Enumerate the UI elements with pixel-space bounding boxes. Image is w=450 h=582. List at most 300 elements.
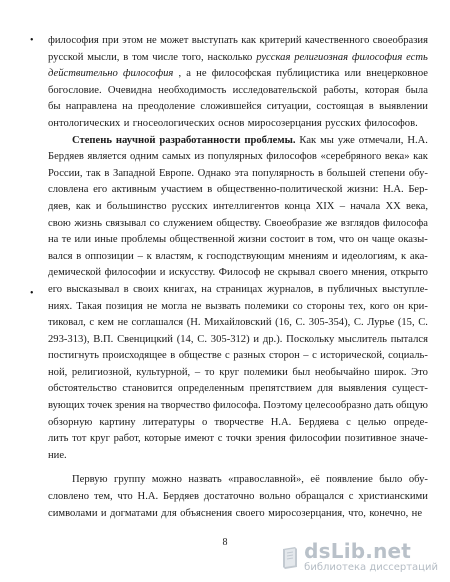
word: было	[379, 474, 403, 486]
word: русской	[48, 51, 84, 63]
word: работы,	[323, 84, 359, 96]
text-line	[48, 216, 428, 233]
word: обстоятельство	[48, 383, 117, 395]
word: вался	[48, 250, 73, 262]
word: (15,	[397, 317, 415, 329]
word: как	[241, 35, 257, 46]
word: жизни:	[347, 184, 379, 196]
text-line	[48, 199, 428, 216]
word: необычайно	[314, 366, 370, 378]
word: гносеологических	[132, 117, 215, 129]
text-line	[48, 448, 428, 465]
word: популярность	[252, 167, 315, 179]
word: при	[102, 35, 119, 46]
word: с	[346, 416, 351, 428]
word: Михайловский	[204, 317, 272, 329]
text-line	[48, 365, 428, 382]
word: так	[86, 167, 101, 179]
word: Бердяева	[298, 416, 339, 428]
word: XIX	[315, 200, 335, 212]
word: Первую	[72, 474, 108, 486]
word: то	[204, 366, 215, 378]
text-line	[48, 381, 428, 398]
word: точек	[87, 400, 113, 412]
word: не	[196, 68, 207, 80]
word: была	[405, 84, 428, 96]
word: литературы	[142, 416, 195, 428]
word: в	[207, 184, 213, 196]
text-line	[48, 472, 428, 489]
word: для	[317, 383, 334, 395]
word: высказывал	[66, 283, 120, 295]
word: словлена	[48, 184, 89, 196]
word: вующих	[48, 400, 85, 412]
text-line	[48, 398, 428, 415]
word: обществе	[178, 350, 222, 362]
text-line	[48, 489, 428, 506]
word: философов.	[364, 117, 418, 129]
word: с	[348, 491, 354, 503]
word: на	[147, 400, 159, 412]
word: большинство	[106, 200, 167, 212]
word: препятствием	[249, 383, 312, 395]
margin-bullet: •	[30, 35, 34, 46]
word: Поэтому	[263, 400, 303, 412]
word: Такая	[76, 300, 102, 312]
word: Западной	[113, 167, 156, 179]
word: есть	[406, 51, 428, 63]
word: чаще	[371, 234, 395, 246]
word: лить	[48, 433, 69, 445]
word: миросозерцания,	[268, 507, 345, 519]
word: с	[312, 350, 317, 362]
word: не	[117, 317, 128, 329]
word: Как	[299, 134, 317, 146]
word: как	[75, 200, 91, 212]
word: значе-	[400, 433, 428, 445]
word: философа	[383, 217, 428, 229]
word: числе	[152, 51, 178, 63]
word: XX	[385, 200, 401, 212]
word: на	[201, 283, 212, 295]
word: сложившейся	[200, 101, 262, 113]
word: целью	[357, 416, 387, 428]
text-line	[48, 282, 428, 299]
word: своеобразия	[372, 35, 428, 46]
word: и	[332, 250, 338, 262]
word: состоящая	[316, 101, 364, 113]
word: века,	[406, 200, 428, 212]
word: объяснения	[180, 507, 233, 519]
word: века»	[384, 151, 410, 163]
word: том	[132, 51, 149, 63]
word: С.	[295, 317, 306, 329]
word: разработанности	[159, 134, 241, 146]
word: Поскольку	[286, 333, 335, 345]
word: обзорную	[48, 416, 93, 428]
word: властям,	[155, 250, 194, 262]
word: одним	[130, 151, 159, 163]
word: зрения	[255, 433, 286, 445]
word: в	[123, 51, 129, 63]
word: со	[292, 300, 303, 312]
word: в	[318, 167, 324, 179]
text-line	[48, 299, 428, 316]
word: иные	[94, 234, 118, 246]
word: становится	[122, 383, 173, 395]
word: действительно	[48, 68, 118, 80]
word: что	[117, 491, 133, 503]
word: Н.А.	[137, 491, 159, 503]
word: общественной	[169, 234, 235, 246]
word: миросозерцания	[247, 117, 322, 129]
word: в	[317, 283, 323, 295]
word: зрения	[114, 400, 146, 412]
word: Степень	[72, 134, 112, 146]
text-line	[48, 348, 428, 365]
word: обу-	[408, 167, 428, 179]
word: необходимость	[158, 84, 227, 96]
word: Бердяев	[48, 151, 84, 163]
word: служением	[163, 217, 213, 229]
word: 305-354),	[308, 317, 351, 329]
word: мнениям	[288, 250, 329, 262]
word: не	[263, 267, 275, 279]
word: исторической,	[320, 350, 385, 362]
word: культурной,	[136, 366, 191, 378]
word: ака-	[409, 250, 428, 262]
word: назвать	[188, 474, 222, 486]
word: (16,	[275, 317, 292, 329]
word: философии	[104, 267, 157, 279]
word: мнения,	[351, 267, 388, 279]
word: страницах	[216, 283, 263, 295]
word: религиозная	[294, 51, 349, 63]
word: Бердяев	[163, 491, 199, 503]
word: 305-312)	[210, 333, 250, 345]
text-line	[48, 116, 428, 133]
word: активным	[111, 184, 157, 196]
word: –	[339, 200, 345, 212]
text-line	[48, 332, 428, 349]
word: «серебряного	[320, 151, 382, 163]
word: тем,	[93, 491, 113, 503]
word: (Н.	[186, 317, 201, 329]
word: философия	[351, 51, 403, 63]
word: том,	[316, 234, 336, 246]
word: русская	[256, 51, 291, 63]
word: с	[89, 317, 95, 329]
word: в	[76, 250, 82, 262]
word: участием	[160, 184, 203, 196]
word: Это	[411, 366, 428, 378]
word: целесообразно	[304, 400, 372, 412]
word: социаль-	[388, 350, 428, 362]
word: господствующим	[206, 250, 285, 262]
text-line	[48, 66, 428, 83]
word: о	[202, 416, 208, 428]
word: своего	[235, 507, 265, 519]
word: работ,	[113, 433, 141, 445]
word: дяев,	[48, 200, 71, 212]
word: основ	[218, 117, 245, 129]
word: в	[368, 101, 374, 113]
word: сторон	[269, 350, 300, 362]
word: онтологических	[48, 117, 121, 129]
word: к	[401, 250, 407, 262]
word: –	[137, 250, 143, 262]
word: публицистика	[276, 68, 340, 80]
word: те	[61, 234, 72, 246]
word: Свенцицкий	[117, 333, 173, 345]
word: что	[338, 234, 355, 246]
word: пытался	[390, 333, 428, 345]
word: С.	[418, 317, 428, 329]
word: (14,	[176, 333, 194, 345]
word: соглашался	[131, 317, 184, 329]
text-line	[48, 149, 428, 166]
word: «православной»,	[228, 474, 304, 486]
word: обществу.	[216, 217, 262, 229]
margin-bullet: •	[30, 288, 34, 299]
word: тиковал,	[48, 317, 86, 329]
word: большей	[326, 167, 366, 179]
word: ниях.	[48, 300, 73, 312]
word: его	[93, 184, 108, 196]
word: мы	[320, 134, 334, 146]
word: философия	[122, 68, 174, 80]
word: мыслитель	[338, 333, 387, 345]
word: к	[146, 250, 152, 262]
word: круг	[89, 433, 110, 445]
word: стороны	[306, 300, 345, 312]
word: проблемы	[120, 234, 167, 246]
word: выступле-	[382, 283, 428, 295]
word: позитивное	[344, 433, 397, 445]
word: на	[122, 101, 133, 113]
word: свою	[48, 217, 71, 229]
word: догматами	[109, 507, 158, 519]
word: имеют	[184, 433, 215, 445]
word: Лурье	[367, 317, 395, 329]
word: её	[310, 474, 320, 486]
word: символами	[48, 507, 98, 519]
word: из	[194, 151, 205, 163]
word: для	[161, 507, 177, 519]
word: состоит	[269, 234, 305, 246]
word: С.	[353, 317, 364, 329]
word: не	[411, 507, 423, 519]
word: появление	[326, 474, 373, 486]
word: в	[104, 167, 110, 179]
word: ной,	[48, 366, 68, 378]
word: уже	[337, 134, 355, 146]
word: может	[160, 35, 189, 46]
word: с	[225, 350, 230, 362]
word: позиция	[105, 300, 143, 312]
word: происходящее	[102, 350, 167, 362]
word: мысли,	[87, 51, 120, 63]
word: степени	[369, 167, 406, 179]
word: эта	[234, 167, 249, 179]
word: не	[146, 35, 157, 46]
text-line	[48, 99, 428, 116]
word: богословие.	[48, 84, 102, 96]
word: кого	[369, 300, 390, 312]
word: русских	[325, 117, 362, 129]
word: Н.А.	[270, 416, 292, 428]
watermark-tagline: библиотека диссертаций	[304, 562, 438, 573]
word: круг	[219, 366, 240, 378]
word: русских	[171, 200, 208, 212]
word: –	[194, 366, 201, 378]
paragraph-gap	[48, 464, 428, 472]
word: кри-	[408, 300, 428, 312]
word: Бер-	[408, 184, 428, 196]
word: того,	[181, 51, 204, 63]
word: кем	[97, 317, 114, 329]
word: можно	[151, 474, 182, 486]
word: проблемы.	[244, 134, 296, 146]
word: ситуации,	[266, 101, 312, 113]
word: своих	[133, 283, 159, 295]
word: преодоление	[137, 101, 196, 113]
word: на	[48, 234, 59, 246]
word: исследовательской	[232, 84, 318, 96]
word: религиозной,	[71, 366, 132, 378]
word: –	[303, 350, 309, 362]
word: как	[413, 151, 428, 163]
word: критерий	[259, 35, 302, 46]
word: общественно-политической	[216, 184, 343, 196]
text-line	[48, 50, 428, 67]
word: в	[170, 350, 176, 362]
word: др.).	[262, 333, 283, 345]
word: Очевидна	[107, 84, 153, 96]
word: Однако	[197, 167, 231, 179]
word: оппозиции	[85, 250, 134, 262]
word: обращался	[295, 491, 344, 503]
word: со	[149, 217, 160, 229]
word: Н.А.	[407, 134, 428, 146]
word: философия	[48, 35, 99, 46]
word: разных	[233, 350, 266, 362]
word: популярных	[207, 151, 263, 163]
word: искусству.	[168, 267, 216, 279]
word: книгах,	[163, 283, 197, 295]
text-line	[48, 431, 428, 448]
text-line	[48, 249, 428, 266]
word: группу	[113, 474, 146, 486]
word: которые	[144, 433, 181, 445]
word: и	[159, 267, 166, 279]
word: философская	[211, 68, 272, 80]
word: В.П.	[93, 333, 114, 345]
word: с	[217, 433, 223, 445]
word: 293-313),	[48, 333, 90, 345]
word: этом	[122, 35, 143, 46]
watermark	[280, 541, 438, 574]
word: определенным	[178, 383, 245, 395]
text-line	[48, 506, 428, 523]
text-line	[48, 182, 428, 199]
word: Н.А.	[383, 184, 404, 196]
word: к	[197, 250, 203, 262]
word: обу-	[408, 474, 428, 486]
word: или	[74, 234, 92, 246]
text-line	[48, 166, 428, 183]
word: Своеобразие	[264, 217, 322, 229]
word: вольно	[259, 491, 291, 503]
word: качественного	[304, 35, 370, 46]
word: является	[87, 151, 127, 163]
word: он	[357, 234, 369, 246]
text-line	[48, 33, 428, 50]
word: конечно,	[369, 507, 409, 519]
word: сущест-	[392, 383, 428, 395]
word: России,	[48, 167, 83, 179]
word: интеллигентов	[212, 200, 280, 212]
word: и	[100, 507, 107, 519]
word: журналов,	[266, 283, 314, 295]
word: вызвать	[205, 300, 241, 312]
word: его	[48, 283, 63, 295]
word: ,	[178, 68, 182, 80]
word: связывал	[105, 217, 147, 229]
word: отмечали,	[358, 134, 404, 146]
word: тот	[72, 433, 87, 445]
text-line	[48, 415, 428, 432]
word: философа.	[213, 400, 261, 412]
text-line	[48, 232, 428, 249]
word: он	[393, 300, 405, 312]
word: Европе.	[158, 167, 195, 179]
word: бы	[48, 101, 61, 113]
word: что,	[348, 507, 366, 519]
watermark-brand: dsLib.net	[304, 539, 412, 563]
word: и	[123, 117, 130, 129]
word: картину	[99, 416, 136, 428]
word: С.	[197, 333, 208, 345]
word: творчестве	[214, 416, 264, 428]
word: или	[344, 68, 362, 80]
text-line	[48, 133, 428, 150]
word: постигнуть	[48, 350, 100, 362]
text-line	[48, 265, 428, 282]
text-line	[48, 83, 428, 100]
word: самых	[162, 151, 191, 163]
word: публичных	[327, 283, 378, 295]
word: а	[186, 68, 191, 80]
word: жизни	[237, 234, 267, 246]
word: ние.	[48, 449, 67, 461]
word: жизнь	[74, 217, 102, 229]
word: широк.	[374, 366, 407, 378]
word: словлено	[48, 491, 90, 503]
word: достаточно	[203, 491, 255, 503]
word: и	[95, 200, 102, 212]
word: открыто	[390, 267, 428, 279]
watermark-text	[304, 541, 438, 574]
word: скрывал	[277, 267, 316, 279]
word: выступать	[191, 35, 238, 46]
word: христианскими	[358, 491, 428, 503]
word: в	[123, 283, 129, 295]
word: взглядов	[340, 217, 380, 229]
word: философов	[266, 151, 317, 163]
word: и	[253, 333, 260, 345]
word: же	[325, 217, 338, 229]
